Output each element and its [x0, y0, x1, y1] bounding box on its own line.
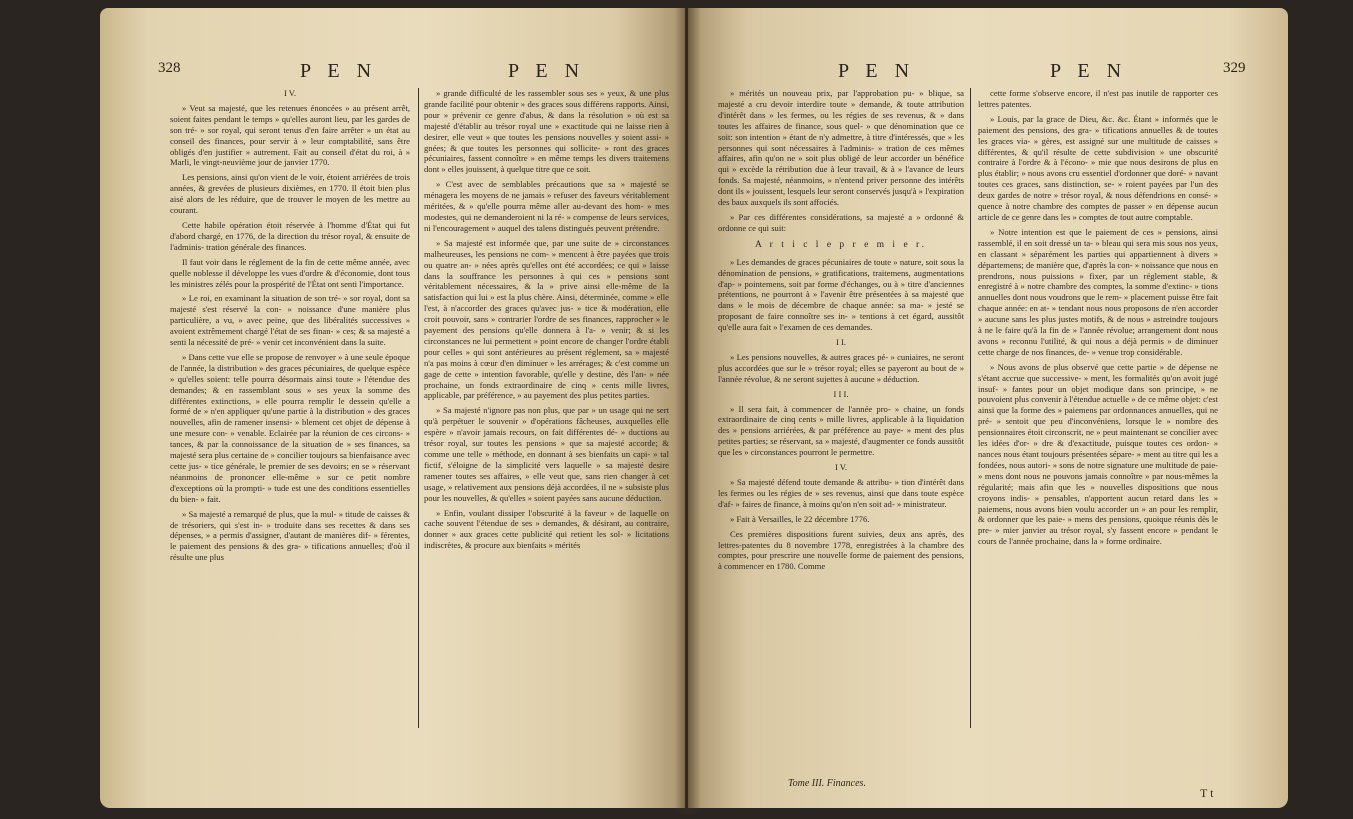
paragraph: » Sa majesté a remarqué de plus, que la mul- » titude de caisses & de trésoriers, qui s'est in- » troduite dans ses recettes & dans ses dépenses, » a permis d'assigner, d'autant de manières dif- » férentes, le paiement des pensions & des gra- » tifications annuelles; d'où il résulte une plus [170, 508, 410, 563]
column-rule [418, 88, 419, 728]
paragraph: » Sa majesté n'ignore pas non plus, que par » un usage qui ne sert qu'à perpétuer le souvenir » d'opérations fâcheuses, auxquelles elle espère » n'avoir jamais recours, on fait différentes dé- » ductions au trésor royal, sur toutes les pensions » que sa majesté accorde; & comme une telle » méthode, en donnant à ses bienfaits un capi- » tal fictif, s'éloigne de la simplicité vers laquelle » sa majesté desire ramener toutes ses affaires, » elle veut que, sans rien changer à cet usage, » relativement aux pensions déjà accordées, il ne » subsiste plus pour les nouvelles, & qu'elles » soient payées sans aucune déduction. [424, 405, 669, 503]
section-heading: I V. [283, 88, 297, 98]
paragraph: » Le roi, en examinant la situation de son tré- » sor royal, dont sa majesté s'est réservé la con- » noissance d'une manière plus particulière, a vu, » avec peine, que des libéralités successives » avoient extrêmement chargé l'état de ses finan- » ces; & sa majesté a senti la nécessité de pré- » venir cet inconvénient dans la suite. [170, 293, 410, 348]
paragraph: » mérités un nouveau prix, par l'approbation pu- » blique, sa majesté a cru devoir interdire toute » demande, & toute attribution d'intérêt dans » les fermes, ou les régies de ses revenus, & » dans toutes les affaires de finance, sous quel- » que dénomination que ce soit: son intention » étant de n'y admettre, à titre d'intéressés, que » les personnes qui sont nécessaires à l'adminis- » tration de ces mêmes affaires, afin qu'on ne » soit plus obligé de leur accorder un bénéfice qui » excède la rétribution due à leur travail, & à » l'avance de leurs fonds. Sa majesté, néanmoins, » n'entend priver personne des intérêts dont ils » jouissent, lesquels leur seront conservés jusqu'à » l'expiration des baux auxquels ils sont affociés. [718, 88, 964, 208]
signature-mark: T t [1200, 786, 1214, 800]
open-book [100, 8, 1290, 814]
paragraph: Ces premières dispositions furent suivies, deux ans après, des lettres-patentes du 8 novembre 1778, enregistrées à la chambre des comptes, pour prescrire une nouvelle forme de paiement des pensions, à commencer en 1780. Comme [718, 528, 964, 572]
paragraph: » Les pensions nouvelles, & autres graces pé- » cuniaires, ne seront plus accordées que sur le » trésor royal; elles se payeront au bout de » l'année révolue, & ne seront sujettes à aucune » déduction. [718, 351, 964, 384]
paragraph: cette forme s'observe encore, il n'est pas inutile de rapporter ces lettres patentes. [978, 88, 1218, 109]
paragraph: » C'est avec de semblables précautions que sa » majesté se ménagera les moyens de ne jamais » refuser des faveurs véritablement méritées, & » qu'elle pourra même aller au-devant des hom- » mes modestes, qui ne demanderoient ni la ré- » compense de leurs services, ni l'encouragement » auquel des talens distingués peuvent prétendre. [424, 179, 669, 233]
paragraph: » Les demandes de graces pécuniaires de toute » nature, soit sous la dénomination de pensions, » gratifications, traitemens, augmentations d'ap- » pointemens, soit par forme d'échanges, ou à » titre d'anciennes prétentions, ne pourront à » l'avenir être présentées à sa majesté que dans » le mois de décembre de chaque année: sa ma- » jesté se proposant de faire connoître ses in- » tentions à cet égard, aussitôt qu'elle aura fait » l'examen de ces demandes. [718, 256, 964, 333]
paragraph: » Dans cette vue elle se propose de renvoyer » à une seule époque de l'année, la distribution » des graces pécuniaires, de quelque espèce » qu'elles soient: telle pourra désormais ainsi toute » l'étendue des demandes; & en rassemblant sous » ses yeux la somme des différentes extinctions, » elle pourra remplir le dessein qu'elle a formé de » n'en appliquer qu'une partie à la distribution » des graces nouvelles, afin de ramener insensi- » blement cet objet de dépense à une mesure con- » venable. Eclairée par la réunion de ces circons- » tances, & par la connoissance de la situation de » ses finances, sa majesté sera plus certaine de » concilier toujours sa bienfaisance avec cette jus- » tice générale, le premier de ses devoirs; en se » réservant néanmoins de prononcer elle-même » sur ce petit nombre d'exceptions où la prompti- » tude est une des conditions essentielles du bien- » fait. [170, 351, 410, 504]
paragraph: » Nous avons de plus observé que cette partie » de dépense ne s'étant accrue que successive- » ment, les formalités qu'on avoit jugé insuf- » fantes pour un objet modique dans son principe, » ne pouvoient plus convenir à l'étendue actuelle » de ce même objet: c'est ainsi que la forme des » paiemens par ordonnances annuelles, qui ne pré- » sentoit que peu d'inconvéniens, lorsque le » nombre des pensionnaires étoit circonscrit, ne » peut maintenant se concilier avec les idées d'or- » dre & d'exactitude, puisque toutes ces ordon- » nances nous étant toujours présentées sépare- » ment au titre qui les a fondées, nous autori- » sons de notre signature une multitude de paie- » mens dont nous ne pouvons jamais connoître » par nous-mêmes la régularité; mais afin que les » nouvelles dispositions que nous croyons indis- » pensables, n'apportent aucun retard dans les » paiemens, nous avons bien voulu accorder un » an pour les remplir, & ordonner que les paie- » mens des pensions, quoique réunis dès le pre- » mier janvier au trésor royal, s'y fassent encore » pendant le cours de l'année prochaine, dans la » forme ordinaire. [978, 361, 1218, 547]
paragraph: » Louis, par la grace de Dieu, &c. &c. Étant » informés que le paiement des pensions, des gra- » tifications annuelles & de toutes les graces via- » gères, est assigné sur une multitude de caisses » différentes, & qu'il résulte de cette subdivision » une obscurité contraire à l'ordre & à l'écono- » mie que nous desirons de plus en plus établir; » nous avons cru essentiel d'ordonner que doré- » navant toutes ces graces, sans distinction, se- » roient payées par l'un des deux gardes de notre » trésor royal, & nous défendrions en consé- » quence à notre chambre des comptes de passer » en dépense aucun article de ce genre dans les » comptes de tout autre comptable. [978, 113, 1218, 222]
paragraph: Il faut voir dans le réglement de la fin de cette même année, avec quelle noblesse il développe les vues d'ordre & d'économie, dont tous les ministres zélés pour la prospérité de l'État ont senti l'importance. [170, 256, 410, 289]
paragraph: » grande difficulté de les rassembler sous ses » yeux, & une plus grande facilité pour obtenir » des graces sous différens rapports. Ainsi, pour » prévenir ce genre d'abus, & dans la résolution » où est sa majesté d'établir au trésor royal une » exactitude qui ne laisse rien à desirer, elle veut » que toutes les pensions nouvelles y soient assi- » gnées; & que toutes les personnes qui sollicite- » ront des graces pécuniaires, fassent connoître » en même temps les divers traitemens dont » elles jouissent, à quelque titre que ce soit. [424, 88, 669, 175]
running-head: P E N [838, 60, 916, 82]
article-number: I I I. [833, 388, 849, 399]
running-head: P E N [300, 60, 378, 82]
paragraph: » Enfin, voulant dissiper l'obscurité à la faveur » de laquelle on cache souvent l'étendue de ses » demandes, & désirant, au contraire, donner » aux graces cette publicité qui retient les sol- » licitations indiscrètes, & procure aux bienfaits » mérités [424, 507, 669, 551]
text-column [424, 88, 669, 555]
text-column [978, 88, 1218, 551]
paragraph: » Par ces différentes considérations, sa majesté a » ordonné & ordonne ce qui suit: [718, 211, 964, 233]
left-page [100, 8, 685, 808]
page-footer: Tome III. Finances. [788, 778, 866, 789]
right-page [688, 8, 1288, 808]
article-number: I V. [834, 462, 848, 473]
book-gutter [675, 8, 701, 814]
running-head: P E N [1050, 60, 1128, 82]
text-column [718, 88, 964, 576]
page-number-right: 329 [1223, 60, 1246, 76]
paragraph: » Sa majesté est informée que, par une suite de » circonstances malheureuses, les pensions ne com- » mencent à être payées que trois ou quatre an- » nées après qu'elles ont été accordées; ce qui » laisse dans la souffrance les personnes à qui ces » pensions sont véritablement nécessaires, & la » prive ainsi elle-même de la satisfaction qui lui » est la plus chère. Ainsi, déterminée, comme » elle l'est, à n'accorder des graces qu'avec jus- » tice & modération, elle croit pouvoir, sans » contrarier l'ordre de ses finances, rapprocher » le payement des pensions qu'elle donnera à l'a- » venir; & si les circonstances ne lui permettent » point encore de changer l'ordre établi pour celles » qui sont antérieures au présent réglement, sa » majesté n'a pas moins à cœur d'en diminuer » les arrérages; & c'est comme un gage de cette » intention favorable, qu'elle y destine, dès l'an- » née prochaine, un fonds extraordinaire de cinq » cents mille livres, applicable, par préférence, » au payement des plus petites parties. [424, 237, 669, 401]
column-rule [970, 88, 971, 728]
paragraph: Cette habile opération étoit réservée à l'homme d'État qui fut d'abord chargé, en 1776, de la direction du trésor royal, & ensuite de l'adminis- tration générale des finances. [170, 219, 410, 252]
running-head: P E N [508, 60, 586, 82]
text-column [170, 88, 410, 567]
page-number-left: 328 [158, 60, 181, 76]
article-title: A r t i c l e p r e m i e r. [754, 239, 928, 250]
paragraph: » Notre intention est que le paiement de ces » pensions, ainsi rassemblé, il en soit dressé un ta- » bleau qui sera mis sous nos yeux, en classant » séparément les parties qui appartiennent à divers » départemens; de manière que, d'après la con- » noissance que nous en prendrons, nous puissions » fixer, par un réglement stable, & enregistré à » notre chambre des comptes, la somme d'extinc- » tions annuelles dont nous voudrons que le rem- » placement puisse être fait chaque année: en at- » tendant nous nous proposons de n'en accorder » aucune sans les plus justes motifs, & de nous » astreindre toujours à ne le faire qu'à la fin de » l'année révolue; arrangement dont nous avons » reconnu l'utilité, & qui nous a déjà permis » de diminuer cette charge de nos finances, de- » venue trop considérable. [978, 226, 1218, 357]
paragraph: » Fait à Versailles, le 22 décembre 1776. [730, 513, 870, 524]
paragraph: Les pensions, ainsi qu'on vient de le voir, étoient arriérées de trois années, & grevées de plusieurs dixièmes, en 1770. Il étoit bien plus aisé alors de les réduire, que de trouver le moyen de les mettre au courant. [170, 172, 410, 216]
article-number: I I. [835, 337, 847, 348]
paragraph: » Sa majesté défend toute demande & attribu- » tion d'intérêt dans les fermes ou les régies de » ses revenus, ainsi que dans toute espèce d'af- » faires de finance, à moins qu'on n'en soit ad- » ministrateur. [718, 477, 964, 509]
paragraph: » Veut sa majesté, que les retenues énoncées » au présent arrêt, soient faites pendant le temps » qu'elles auront lieu, par les gardes de son tré- » sor royal, qui seront tenus d'en faire arrêter » un état au conseil des finances, pour servir à » leur comptabilité, sans être obligés d'en justifier » autrement. Fait au conseil d'état du roi, à » Marli, le vingt-neuvième jour de janvier 1770. [170, 102, 410, 168]
paragraph: » Il sera fait, à commencer de l'année pro- » chaine, un fonds extraordinaire de cinq cents » mille livres, applicable à la liquidation des » pensions arriérées, & par préférence au paye- » ment des plus petites parties; se réservant, sa » majesté, d'augmenter ce fonds aussitôt que les » circonstances pourront le permettre. [718, 403, 964, 458]
